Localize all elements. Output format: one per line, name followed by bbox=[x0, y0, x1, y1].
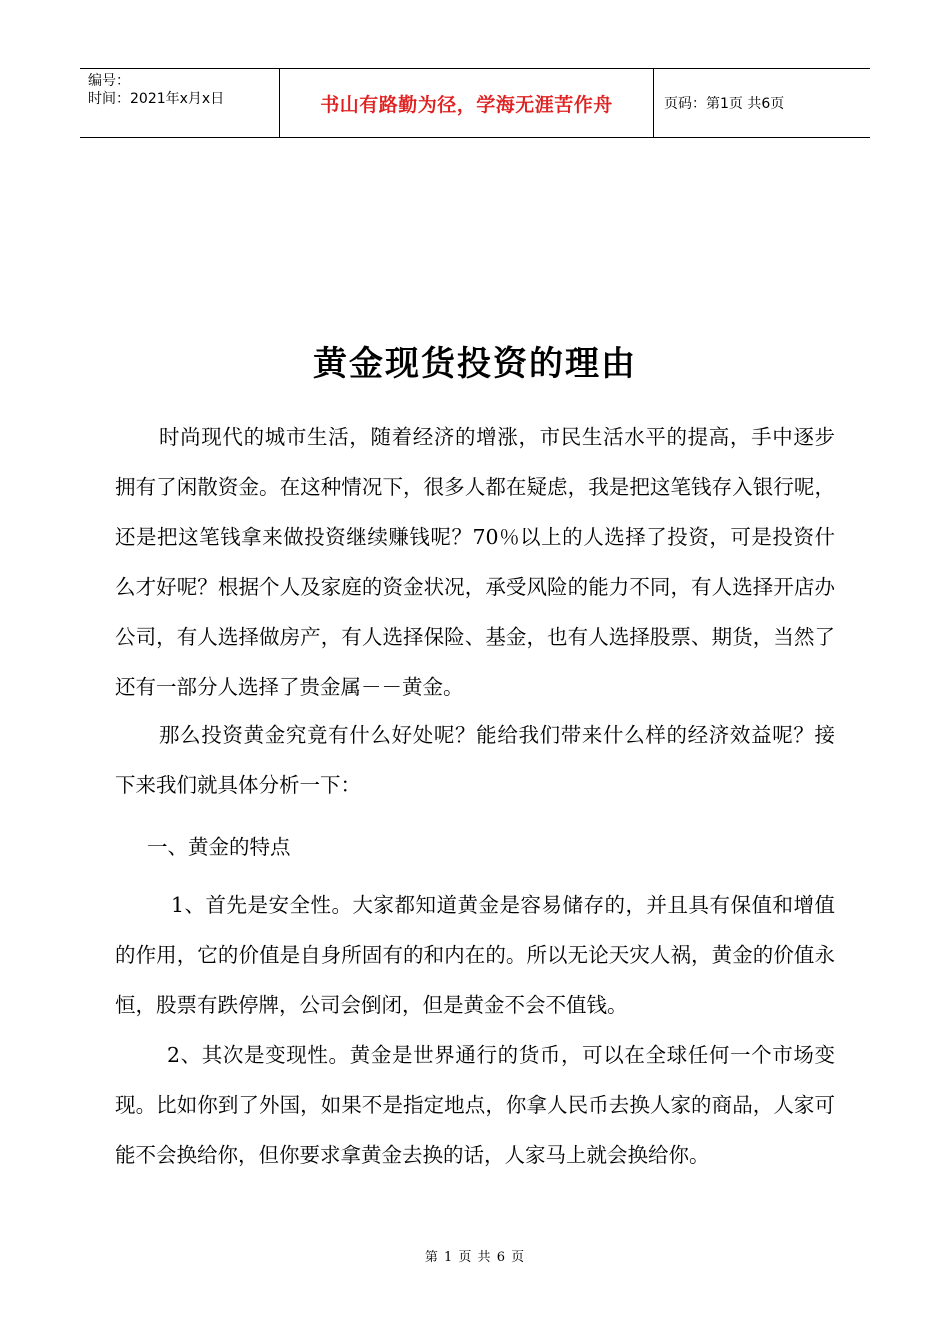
paragraph-intro: 时尚现代的城市生活，随着经济的增涨，市民生活水平的提高，手中逐步拥有了闲散资金。在这种情况下，很多人都在疑虑，我是把这笔钱存入银行呢，还是把这笔钱拿来做投资继续赚钱呢？70％以上的人选择了投资，可是投资什么才好呢？根据个人及家庭的资金状况，承受风险的能力不同，有人选择开店办公司，有人选择做房产，有人选择保险、基金，也有人选择股票、期货，当然了还有一部分人选择了贵金属－－黄金。 bbox=[115, 425, 835, 699]
paragraph-liquidity: 2、其次是变现性。黄金是世界通行的货币，可以在全球任何一个市场变现。比如你到了外国，如果不是指定地点，你拿人民币去换人家的商品，人家可能不会换给你，但你要求拿黄金去换的话，人家马上就会换给你。 bbox=[115, 1043, 835, 1167]
header-page-info: 页码：第1页 共6页 bbox=[664, 96, 785, 112]
paragraph-safety: 1、首先是安全性。大家都知道黄金是容易储存的，并且具有保值和增值的作用，它的价值是自身所固有的和内在的。所以无论天灾人祸，黄金的价值永恒，股票有跌停牌，公司会倒闭，但是黄金不会不值钱。 bbox=[115, 893, 835, 1017]
document-header bbox=[80, 68, 870, 138]
header-meta bbox=[80, 69, 280, 137]
document-title: 黄金现货投资的理由 bbox=[313, 344, 637, 384]
section-heading: 一、黄金的特点 bbox=[147, 835, 291, 859]
paragraph-question: 那么投资黄金究竟有什么好处呢？能给我们带来什么样的经济效益呢？接下来我们就具体分析一下： bbox=[115, 723, 835, 797]
header-motto: 书山有路勤为径，学海无涯苦作舟 bbox=[280, 69, 654, 137]
time-label: 时间：2021年x月x日 bbox=[88, 91, 225, 107]
number-label: 编号： bbox=[88, 73, 130, 89]
page-footer: 第 1 页 共 6 页 bbox=[424, 1250, 526, 1265]
